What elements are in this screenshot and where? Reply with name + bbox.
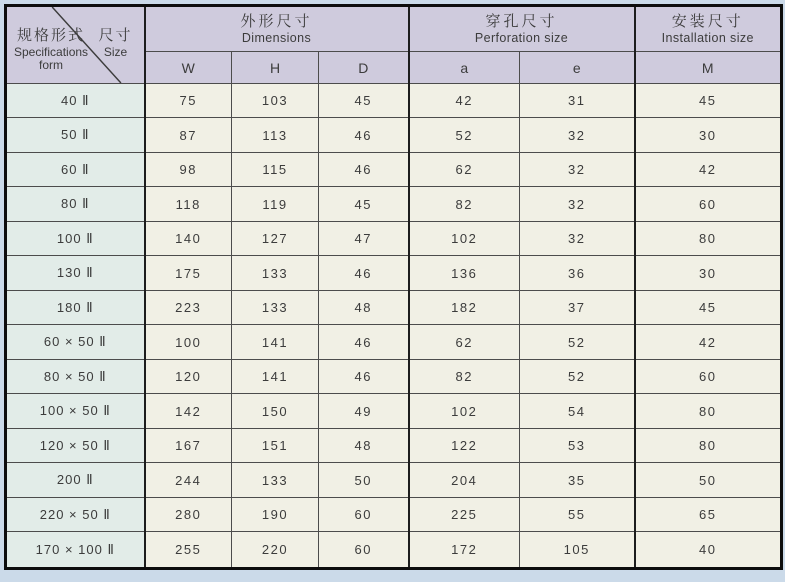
- value-cell: 60: [319, 497, 409, 531]
- row-label: 50 Ⅱ: [6, 118, 145, 152]
- row-label: 220 × 50 Ⅱ: [6, 497, 145, 531]
- table-row: [6, 290, 782, 324]
- table-row: [6, 359, 782, 393]
- value-cell: 225: [409, 497, 520, 531]
- value-cell: 113: [232, 118, 319, 152]
- col-header-H: H: [232, 52, 319, 84]
- value-cell: 244: [145, 463, 232, 497]
- value-cell: 82: [409, 187, 520, 221]
- header-group-row: [6, 6, 782, 52]
- value-cell: 102: [409, 221, 520, 255]
- value-cell: 142: [145, 394, 232, 428]
- value-cell: 46: [319, 325, 409, 359]
- group-header-perforation-en: Perforation size: [474, 31, 569, 46]
- value-cell: 35: [520, 463, 635, 497]
- value-cell: 119: [232, 187, 319, 221]
- value-cell: 50: [319, 463, 409, 497]
- value-cell: 182: [409, 290, 520, 324]
- value-cell: 220: [232, 532, 319, 569]
- row-label: 80 × 50 Ⅱ: [6, 359, 145, 393]
- value-cell: 31: [520, 84, 635, 118]
- col-header-W: W: [145, 52, 232, 84]
- corner-col-header-cn: 尺寸: [98, 27, 133, 44]
- corner-row-header-cn: 规格形式: [17, 27, 86, 44]
- row-label: 180 Ⅱ: [6, 290, 145, 324]
- value-cell: 105: [520, 532, 635, 569]
- value-cell: 80: [635, 394, 782, 428]
- value-cell: 151: [232, 428, 319, 462]
- row-label: 200 Ⅱ: [6, 463, 145, 497]
- value-cell: 127: [232, 221, 319, 255]
- group-header-dimensions-cn: 外形尺寸: [240, 13, 313, 30]
- value-cell: 42: [635, 325, 782, 359]
- row-label: 80 Ⅱ: [6, 187, 145, 221]
- value-cell: 54: [520, 394, 635, 428]
- table-row: [6, 463, 782, 497]
- value-cell: 32: [520, 118, 635, 152]
- corner-col-header-en: Size: [103, 44, 128, 59]
- value-cell: 46: [319, 118, 409, 152]
- table-row: [6, 221, 782, 255]
- value-cell: 133: [232, 256, 319, 290]
- value-cell: 75: [145, 84, 232, 118]
- corner-row-header-en2: form: [39, 57, 64, 72]
- value-cell: 141: [232, 359, 319, 393]
- value-cell: 45: [319, 187, 409, 221]
- value-cell: 80: [635, 221, 782, 255]
- col-header-D: D: [319, 52, 409, 84]
- value-cell: 167: [145, 428, 232, 462]
- table-row: [6, 394, 782, 428]
- value-cell: 118: [145, 187, 232, 221]
- value-cell: 52: [520, 359, 635, 393]
- value-cell: 42: [635, 152, 782, 186]
- row-label: 60 × 50 Ⅱ: [6, 325, 145, 359]
- value-cell: 48: [319, 428, 409, 462]
- group-header-installation-cn: 安装尺寸: [671, 13, 744, 30]
- table-row: [6, 256, 782, 290]
- value-cell: 141: [232, 325, 319, 359]
- value-cell: 50: [635, 463, 782, 497]
- group-header-installation: [635, 6, 782, 52]
- value-cell: 65: [635, 497, 782, 531]
- value-cell: 52: [520, 325, 635, 359]
- value-cell: 45: [319, 84, 409, 118]
- table-row: [6, 152, 782, 186]
- table-row: [6, 532, 782, 569]
- value-cell: 87: [145, 118, 232, 152]
- value-cell: 133: [232, 463, 319, 497]
- value-cell: 62: [409, 325, 520, 359]
- value-cell: 82: [409, 359, 520, 393]
- group-header-perforation-cn: 穿孔尺寸: [485, 13, 558, 30]
- value-cell: 46: [319, 152, 409, 186]
- value-cell: 223: [145, 290, 232, 324]
- value-cell: 55: [520, 497, 635, 531]
- col-header-e: e: [520, 52, 635, 84]
- value-cell: 40: [635, 532, 782, 569]
- value-cell: 32: [520, 221, 635, 255]
- value-cell: 100: [145, 325, 232, 359]
- group-header-perforation: [409, 6, 635, 52]
- value-cell: 47: [319, 221, 409, 255]
- table-row: [6, 428, 782, 462]
- row-label: 170 × 100 Ⅱ: [6, 532, 145, 569]
- spec-table: [4, 4, 783, 570]
- table-row: [6, 497, 782, 531]
- value-cell: 140: [145, 221, 232, 255]
- value-cell: 45: [635, 84, 782, 118]
- value-cell: 45: [635, 290, 782, 324]
- value-cell: 37: [520, 290, 635, 324]
- value-cell: 60: [635, 359, 782, 393]
- value-cell: 48: [319, 290, 409, 324]
- value-cell: 30: [635, 256, 782, 290]
- value-cell: 175: [145, 256, 232, 290]
- value-cell: 98: [145, 152, 232, 186]
- value-cell: 103: [232, 84, 319, 118]
- value-cell: 46: [319, 359, 409, 393]
- row-label: 100 Ⅱ: [6, 221, 145, 255]
- value-cell: 115: [232, 152, 319, 186]
- value-cell: 204: [409, 463, 520, 497]
- group-header-installation-en: Installation size: [661, 31, 754, 46]
- value-cell: 46: [319, 256, 409, 290]
- table-row: [6, 187, 782, 221]
- table-row: [6, 84, 782, 118]
- value-cell: 62: [409, 152, 520, 186]
- corner-header-cell: [6, 6, 145, 84]
- value-cell: 42: [409, 84, 520, 118]
- table-row: [6, 325, 782, 359]
- group-header-dimensions: [145, 6, 409, 52]
- value-cell: 102: [409, 394, 520, 428]
- value-cell: 60: [319, 532, 409, 569]
- value-cell: 136: [409, 256, 520, 290]
- group-header-dimensions-en: Dimensions: [241, 31, 312, 46]
- row-label: 120 × 50 Ⅱ: [6, 428, 145, 462]
- value-cell: 36: [520, 256, 635, 290]
- row-label: 130 Ⅱ: [6, 256, 145, 290]
- col-header-M: M: [635, 52, 782, 84]
- corner-col-header: [98, 26, 132, 59]
- value-cell: 122: [409, 428, 520, 462]
- row-label: 40 Ⅱ: [6, 84, 145, 118]
- corner-row-header-en1: Specifications: [14, 44, 89, 59]
- value-cell: 32: [520, 152, 635, 186]
- value-cell: 60: [635, 187, 782, 221]
- row-label: 60 Ⅱ: [6, 152, 145, 186]
- value-cell: 53: [520, 428, 635, 462]
- corner-row-header: [14, 26, 88, 72]
- value-cell: 120: [145, 359, 232, 393]
- value-cell: 190: [232, 497, 319, 531]
- row-label: 100 × 50 Ⅱ: [6, 394, 145, 428]
- value-cell: 49: [319, 394, 409, 428]
- value-cell: 255: [145, 532, 232, 569]
- value-cell: 32: [520, 187, 635, 221]
- table-row: [6, 118, 782, 152]
- value-cell: 172: [409, 532, 520, 569]
- value-cell: 52: [409, 118, 520, 152]
- value-cell: 133: [232, 290, 319, 324]
- value-cell: 80: [635, 428, 782, 462]
- value-cell: 150: [232, 394, 319, 428]
- col-header-a: a: [409, 52, 520, 84]
- value-cell: 30: [635, 118, 782, 152]
- value-cell: 280: [145, 497, 232, 531]
